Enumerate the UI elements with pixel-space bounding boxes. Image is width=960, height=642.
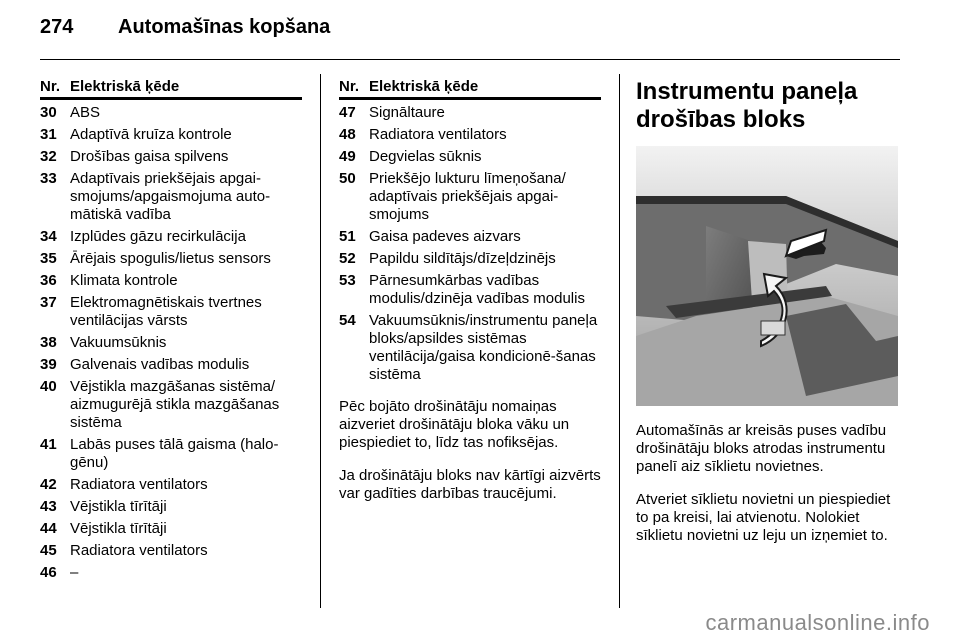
row-nr: 39 bbox=[40, 356, 57, 373]
row-text: Vējstikla mazgāšanas sistēma/ aizmugurējā stikla mazgāšanas sistēma bbox=[70, 378, 280, 431]
table-row bbox=[40, 294, 302, 330]
row-nr: 37 bbox=[40, 294, 57, 311]
table-row bbox=[40, 170, 302, 224]
row-nr: 54 bbox=[339, 312, 356, 329]
page-number: 274 bbox=[40, 16, 74, 38]
row-nr: 41 bbox=[40, 436, 57, 453]
row-nr: 50 bbox=[339, 170, 356, 187]
fuse-table-left bbox=[40, 78, 302, 582]
col-circuit-header: Elektriskā ķēde bbox=[70, 78, 180, 95]
table-row bbox=[40, 126, 302, 144]
page-title: Automašīnas kopšana bbox=[118, 16, 331, 38]
row-text: Izplūdes gāzu recirkulācija bbox=[70, 228, 246, 245]
row-text: Radiatora ventilators bbox=[70, 476, 208, 493]
row-text: Vakuumsūknis bbox=[70, 334, 167, 351]
row-nr: 47 bbox=[339, 104, 356, 121]
column-divider bbox=[619, 74, 620, 608]
row-text: Elektromagnētiskais tvertnes ventilācijas vārsts bbox=[70, 294, 262, 329]
fuse-box-drawing bbox=[636, 146, 898, 406]
row-text: Papildu sildītājs/dīzeļdzinējs bbox=[369, 250, 556, 267]
row-text: Degvielas sūknis bbox=[369, 148, 482, 165]
table-row bbox=[339, 170, 601, 224]
col-circuit-header: Elektriskā ķēde bbox=[369, 78, 479, 95]
row-text: Gaisa padeves aizvars bbox=[369, 228, 521, 245]
row-nr: 32 bbox=[40, 148, 57, 165]
row-text: ABS bbox=[70, 104, 101, 121]
row-text: Vējstikla tīrītāji bbox=[70, 520, 167, 537]
column-divider bbox=[320, 74, 321, 608]
row-text: Vakuumsūknis/instrumentu paneļa bloks/apsildes sistēmas ventilācija/gaisa kondicionē-šanas sistēma bbox=[369, 312, 598, 383]
table-row bbox=[40, 498, 302, 516]
table-row bbox=[339, 148, 601, 166]
table-row bbox=[40, 476, 302, 494]
table-row bbox=[40, 148, 302, 166]
paragraph-fuse-warning: Ja drošinātāju bloks nav kārtīgi aizvērts var gadīties darbības traucējumi. bbox=[339, 467, 601, 502]
row-text: Vējstikla tīrītāji bbox=[70, 498, 167, 515]
table-row bbox=[40, 334, 302, 352]
row-text: Signāltaure bbox=[369, 104, 445, 121]
row-nr: 30 bbox=[40, 104, 57, 121]
row-text: Adaptīvais priekšējais apgai-smojums/apgaismojuma auto-mātiskā vadība bbox=[70, 170, 271, 223]
header-rule bbox=[40, 59, 900, 60]
table-row bbox=[40, 378, 302, 432]
table-row bbox=[40, 542, 302, 560]
row-nr: 52 bbox=[339, 250, 356, 267]
row-nr: 35 bbox=[40, 250, 57, 267]
row-nr: 46 bbox=[40, 564, 57, 581]
table-rows bbox=[40, 104, 302, 582]
row-nr: 53 bbox=[339, 272, 356, 289]
col-nr-header: Nr. bbox=[40, 78, 61, 95]
row-text: Pārnesumkārbas vadības modulis/dzinēja vadības modulis bbox=[369, 272, 585, 307]
row-nr: 42 bbox=[40, 476, 57, 493]
row-nr: 40 bbox=[40, 378, 57, 395]
row-nr: 45 bbox=[40, 542, 57, 559]
table-row bbox=[339, 250, 601, 268]
row-nr: 44 bbox=[40, 520, 57, 537]
paragraph-fuse-cover: Pēc bojāto drošinātāju nomaiņas aizveriet drošinātāju bloka vāku un piespiediet to, līdz tas nofiksējas. bbox=[339, 398, 570, 451]
paragraph-instructions: Atveriet sīklietu novietni un piespiediet to pa kreisi, lai atvienotu. Nolokiet sīklietu novietni uz leju un izņemiet to. bbox=[636, 491, 891, 544]
row-nr: 43 bbox=[40, 498, 57, 515]
table-row bbox=[339, 126, 601, 144]
row-text: Adaptīvā kruīza kontrole bbox=[70, 126, 232, 143]
watermark: carmanualsonline.info bbox=[705, 610, 930, 635]
row-nr: 34 bbox=[40, 228, 57, 245]
paragraph-location: Automašīnās ar kreisās puses vadību drošinātāju bloks atrodas instrumentu panelī aiz sīklietu novietnes. bbox=[636, 422, 887, 475]
section-heading: Instrumentu paneļa drošības bloks bbox=[636, 78, 858, 133]
table-header bbox=[40, 78, 302, 100]
table-row bbox=[40, 356, 302, 374]
table-row bbox=[339, 104, 601, 122]
row-nr: 51 bbox=[339, 228, 356, 245]
table-row bbox=[40, 272, 302, 290]
row-nr: 33 bbox=[40, 170, 57, 187]
table-row bbox=[339, 312, 601, 384]
row-text: Drošības gaisa spilvens bbox=[70, 148, 229, 165]
fuse-box-illustration bbox=[636, 146, 898, 406]
table-row bbox=[339, 272, 601, 308]
row-text: Ārējais spogulis/lietus sensors bbox=[70, 250, 271, 267]
table-header bbox=[339, 78, 601, 100]
row-text: Labās puses tālā gaisma (halo-gēnu) bbox=[70, 436, 279, 471]
row-text: Klimata kontrole bbox=[70, 272, 178, 289]
table-row bbox=[40, 564, 302, 582]
fuse-table-right bbox=[339, 78, 601, 518]
table-row bbox=[40, 436, 302, 472]
row-nr: 49 bbox=[339, 148, 356, 165]
row-text: Galvenais vadības modulis bbox=[70, 356, 250, 373]
table-row bbox=[40, 250, 302, 268]
row-nr: 31 bbox=[40, 126, 57, 143]
row-text: – bbox=[70, 564, 79, 581]
section-instrument-panel bbox=[636, 78, 900, 560]
row-text: Priekšējo lukturu līmeņošana/ adaptīvais priekšējais apgai-smojums bbox=[369, 170, 566, 223]
row-text: Radiatora ventilators bbox=[70, 542, 208, 559]
table-row bbox=[339, 228, 601, 246]
table-rows bbox=[339, 104, 601, 384]
table-row bbox=[40, 104, 302, 122]
row-nr: 48 bbox=[339, 126, 356, 143]
table-row bbox=[40, 228, 302, 246]
col-nr-header: Nr. bbox=[339, 78, 360, 95]
row-nr: 36 bbox=[40, 272, 57, 289]
page-header bbox=[40, 16, 330, 39]
table-row bbox=[40, 520, 302, 538]
row-text: Radiatora ventilators bbox=[369, 126, 507, 143]
row-nr: 38 bbox=[40, 334, 57, 351]
